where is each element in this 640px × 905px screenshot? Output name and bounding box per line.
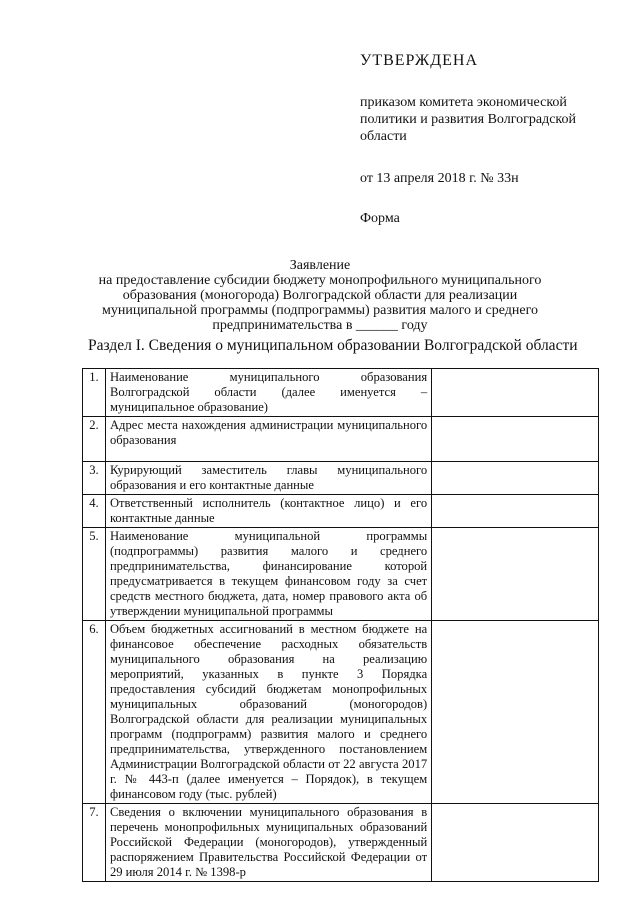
- document-heading: [80, 258, 560, 333]
- table-row: [83, 369, 599, 417]
- row-value-cell[interactable]: [432, 804, 599, 882]
- row-number: 7.: [83, 804, 106, 882]
- row-description: Наименование муниципальной программы (подпрограммы) развития малого и среднего предпринимательства, финансирование которой предусматривается в текущем финансовом году за счет средств местного бюджета, дата, номер правового акта об утверждении муниципальной программы: [105, 528, 431, 621]
- info-table: [82, 368, 599, 882]
- approval-block: [360, 52, 610, 187]
- table-row: [83, 417, 599, 462]
- row-number: 4.: [83, 495, 106, 528]
- row-number: 1.: [83, 369, 106, 417]
- approval-order-text: приказом комитета экономической политики и развития Волгоградской области: [360, 95, 576, 144]
- row-description: Ответственный исполнитель (контактное лицо) и его контактные данные: [105, 495, 431, 528]
- row-value-cell[interactable]: [432, 462, 599, 495]
- row-number: 6.: [83, 621, 106, 804]
- row-number: 3.: [83, 462, 106, 495]
- table-row: [83, 495, 599, 528]
- row-value-cell[interactable]: [432, 417, 599, 462]
- heading-subtitle: на предоставление субсидии бюджету монопрофильного муниципального образования (моногорода) Волгоградской области для реализации муниципальной программы (подпрограммы) развития малого и среднего предпринимательства в ______ году: [98, 273, 542, 333]
- table-row: [83, 621, 599, 804]
- row-description: Сведения о включении муниципального образования в перечень монопрофильных муниципальных образований Российской Федерации (моногородов), утвержденный распоряжением Правительства Российской Федерации от 29 июля 2014 г. № 1398-р: [105, 804, 431, 882]
- section-title: Раздел I. Сведения о муниципальном образовании Волгоградской области: [88, 337, 578, 354]
- row-description: Объем бюджетных ассигнований в местном бюджете на финансовое обеспечение расходных обязательств муниципального образования на реализацию мероприятий, указанных в пункте 3 Порядка предоставления субсидий бюджетам монопрофильных муниципальных образований (моногородов) Волгоградской области для реализации муниципальных программ (подпрограмм) развития малого и среднего предпринимательства, утвержденного постановлением Администрации Волгоградской области от 22 августа 2017 г. № 443-п (далее именуется – Порядок), в текущем финансовом году (тыс. рублей): [105, 621, 431, 804]
- row-value-cell[interactable]: [432, 495, 599, 528]
- table-row: [83, 462, 599, 495]
- form-label: Форма: [360, 211, 400, 226]
- row-value-cell[interactable]: [432, 528, 599, 621]
- table-row: [83, 804, 599, 882]
- approval-date: от 13 апреля 2018 г. № 33н: [360, 171, 519, 186]
- table-row: [83, 528, 599, 621]
- row-value-cell[interactable]: [432, 369, 599, 417]
- row-value-cell[interactable]: [432, 621, 599, 804]
- heading-title: Заявление: [289, 258, 351, 273]
- row-description: Адрес места нахождения администрации муниципального образования: [105, 417, 431, 462]
- row-description: Наименование муниципального образования Волгоградской области (далее именуется – муниципальное образование): [105, 369, 431, 417]
- row-number: 5.: [83, 528, 106, 621]
- row-description: Курирующий заместитель главы муниципального образования и его контактные данные: [105, 462, 431, 495]
- approval-title: УТВЕРЖДЕНА: [360, 52, 479, 69]
- row-number: 2.: [83, 417, 106, 462]
